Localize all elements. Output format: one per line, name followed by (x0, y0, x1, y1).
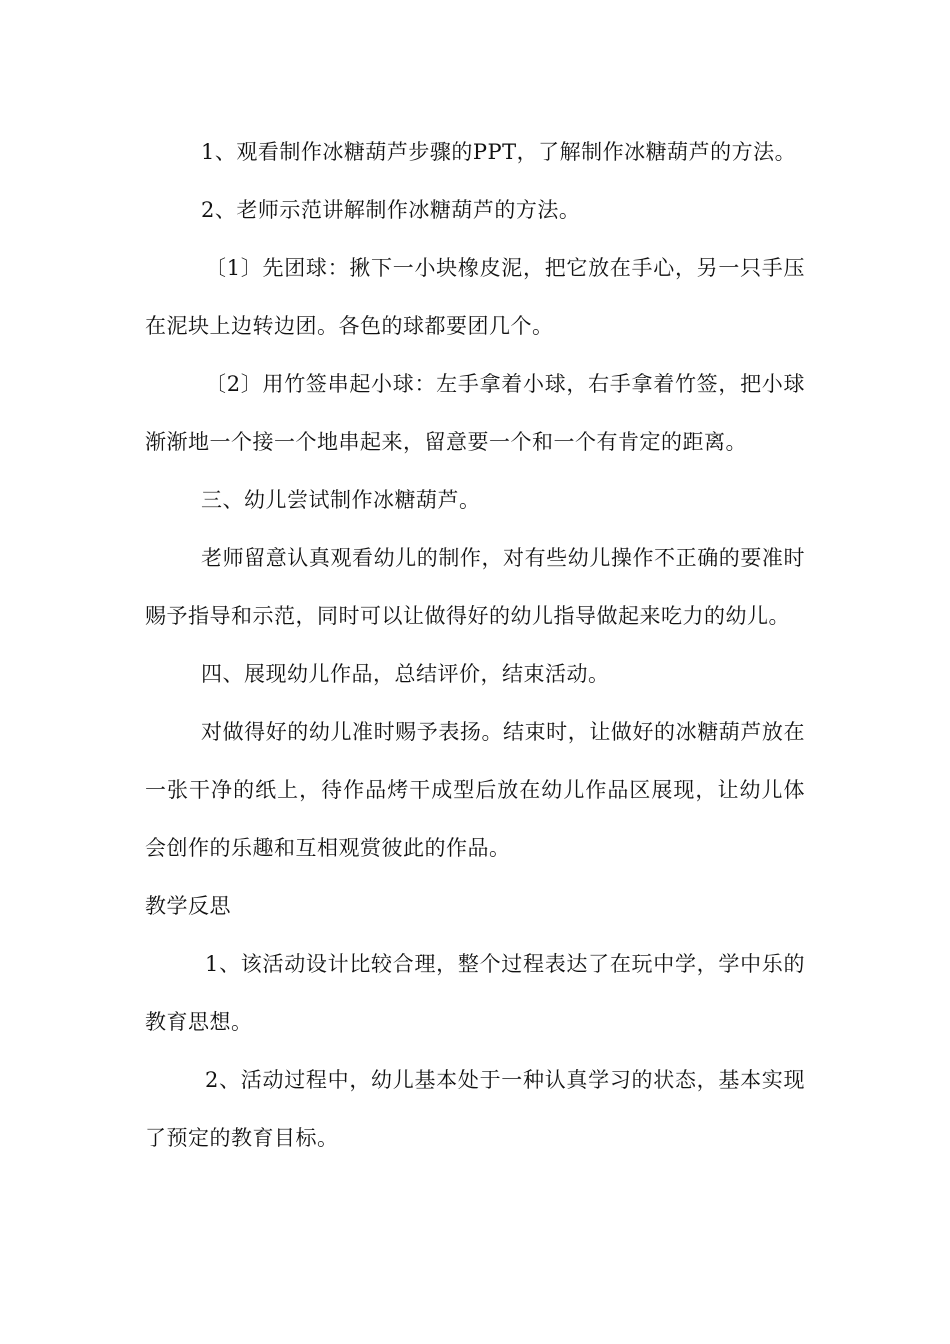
paragraph-step-2: 2、老师示范讲解制作冰糖葫芦的方法。 (201, 198, 581, 222)
reflection-heading: 教学反思 (145, 894, 231, 918)
paragraph-section-3: 三、幼儿尝试制作冰糖葫芦。 (201, 488, 481, 512)
reflection-paragraph-1: 1、该活动设计比较合理，整个过程表达了在玩中学，学中乐的教育思想。 (145, 952, 805, 1034)
paragraph-section-4: 四、展现幼儿作品，总结评价，结束活动。 (201, 662, 610, 686)
paragraph-praise: 对做得好的幼儿准时赐予表扬。结束时，让做好的冰糖葫芦放在一张干净的纸上，待作品烤干成型后放在幼儿作品区展现，让幼儿体会创作的乐趣和互相观赏彼此的作品。 (145, 720, 805, 860)
paragraph-substep-2: 〔2〕用竹签串起小球：左手拿着小球，右手拿着竹签，把小球渐渐地一个接一个地串起来，留意要一个和一个有肯定的距离。 (145, 372, 805, 454)
paragraph-step-1: 1、观看制作冰糖葫芦步骤的PPT，了解制作冰糖葫芦的方法。 (201, 140, 797, 164)
paragraph-teacher-guidance: 老师留意认真观看幼儿的制作，对有些幼儿操作不正确的要准时赐予指导和示范，同时可以让做得好的幼儿指导做起来吃力的幼儿。 (145, 546, 805, 628)
reflection-paragraph-2: 2、活动过程中，幼儿基本处于一种认真学习的状态，基本实现了预定的教育目标。 (145, 1068, 805, 1150)
paragraph-substep-1: 〔1〕先团球：揪下一小块橡皮泥，把它放在手心，另一只手压在泥块上边转边团。各色的球都要团几个。 (145, 256, 805, 338)
document-body (145, 123, 805, 1167)
